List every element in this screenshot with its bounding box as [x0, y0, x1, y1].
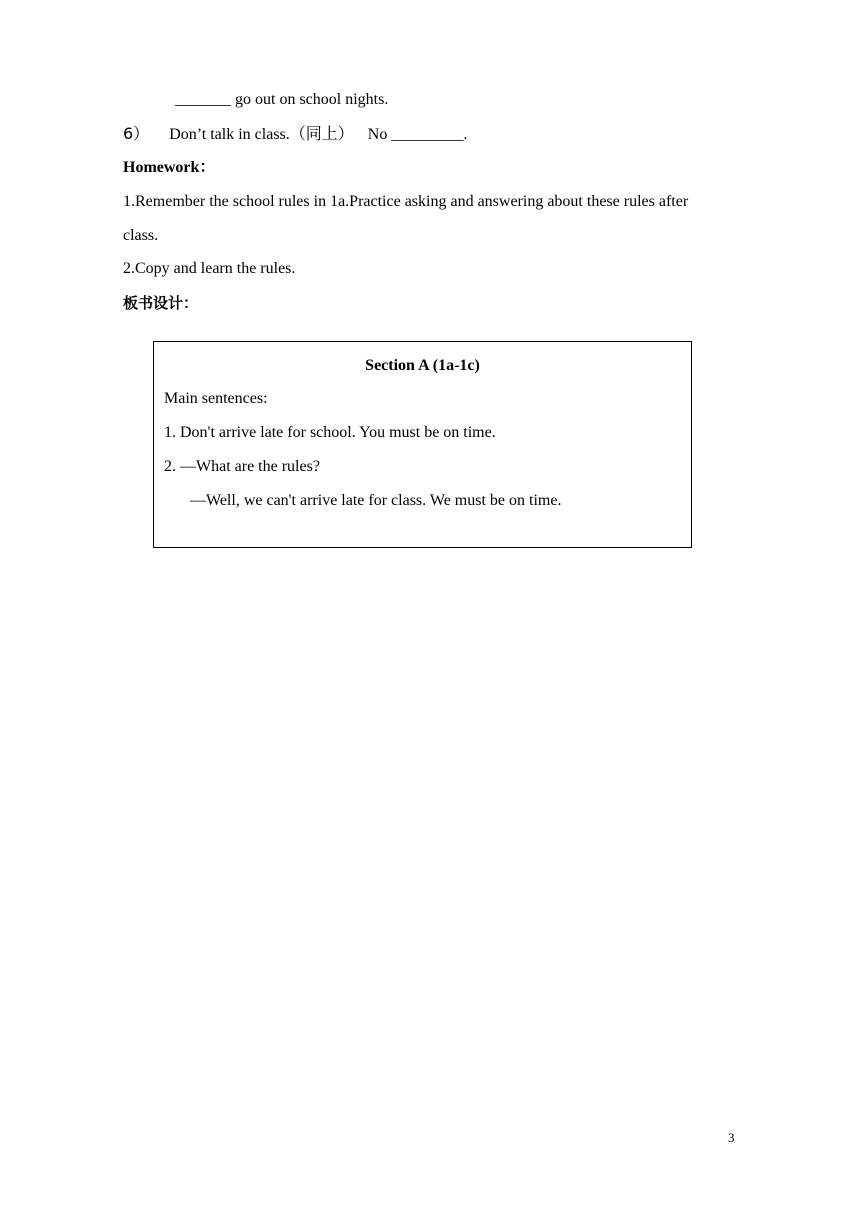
board-design-title: Section A (1a-1c) [365, 357, 480, 374]
homework-item2: 2.Copy and learn the rules. [123, 260, 296, 277]
item6-answer: No _________. [367, 126, 468, 143]
item6-number: 6） [123, 124, 150, 143]
item6-note: （同上） [289, 124, 354, 143]
board-design-sentence2-answer: —Well, we can't arrive late for class. We must be on time. [190, 492, 562, 509]
homework-item1-line1: 1.Remember the school rules in 1a.Practice asking and answering about these rules after [123, 193, 689, 210]
exercise-item6 [123, 124, 467, 145]
homework-item1-line2: class. [123, 227, 159, 244]
item6-text: Don’t talk in class. [169, 126, 290, 143]
board-design-heading: 板书设计： [123, 294, 199, 312]
homework-heading: Homework： [123, 159, 216, 176]
board-design-subtitle: Main sentences: [164, 390, 268, 407]
page-number: 3 [728, 1130, 735, 1145]
board-design-box [153, 341, 692, 548]
exercise-item5-continuation: _______ go out on school nights. [175, 91, 389, 108]
board-design-sentence2: 2. —What are the rules? [164, 458, 320, 475]
board-design-sentence1: 1. Don't arrive late for school. You must be on time. [164, 424, 496, 441]
